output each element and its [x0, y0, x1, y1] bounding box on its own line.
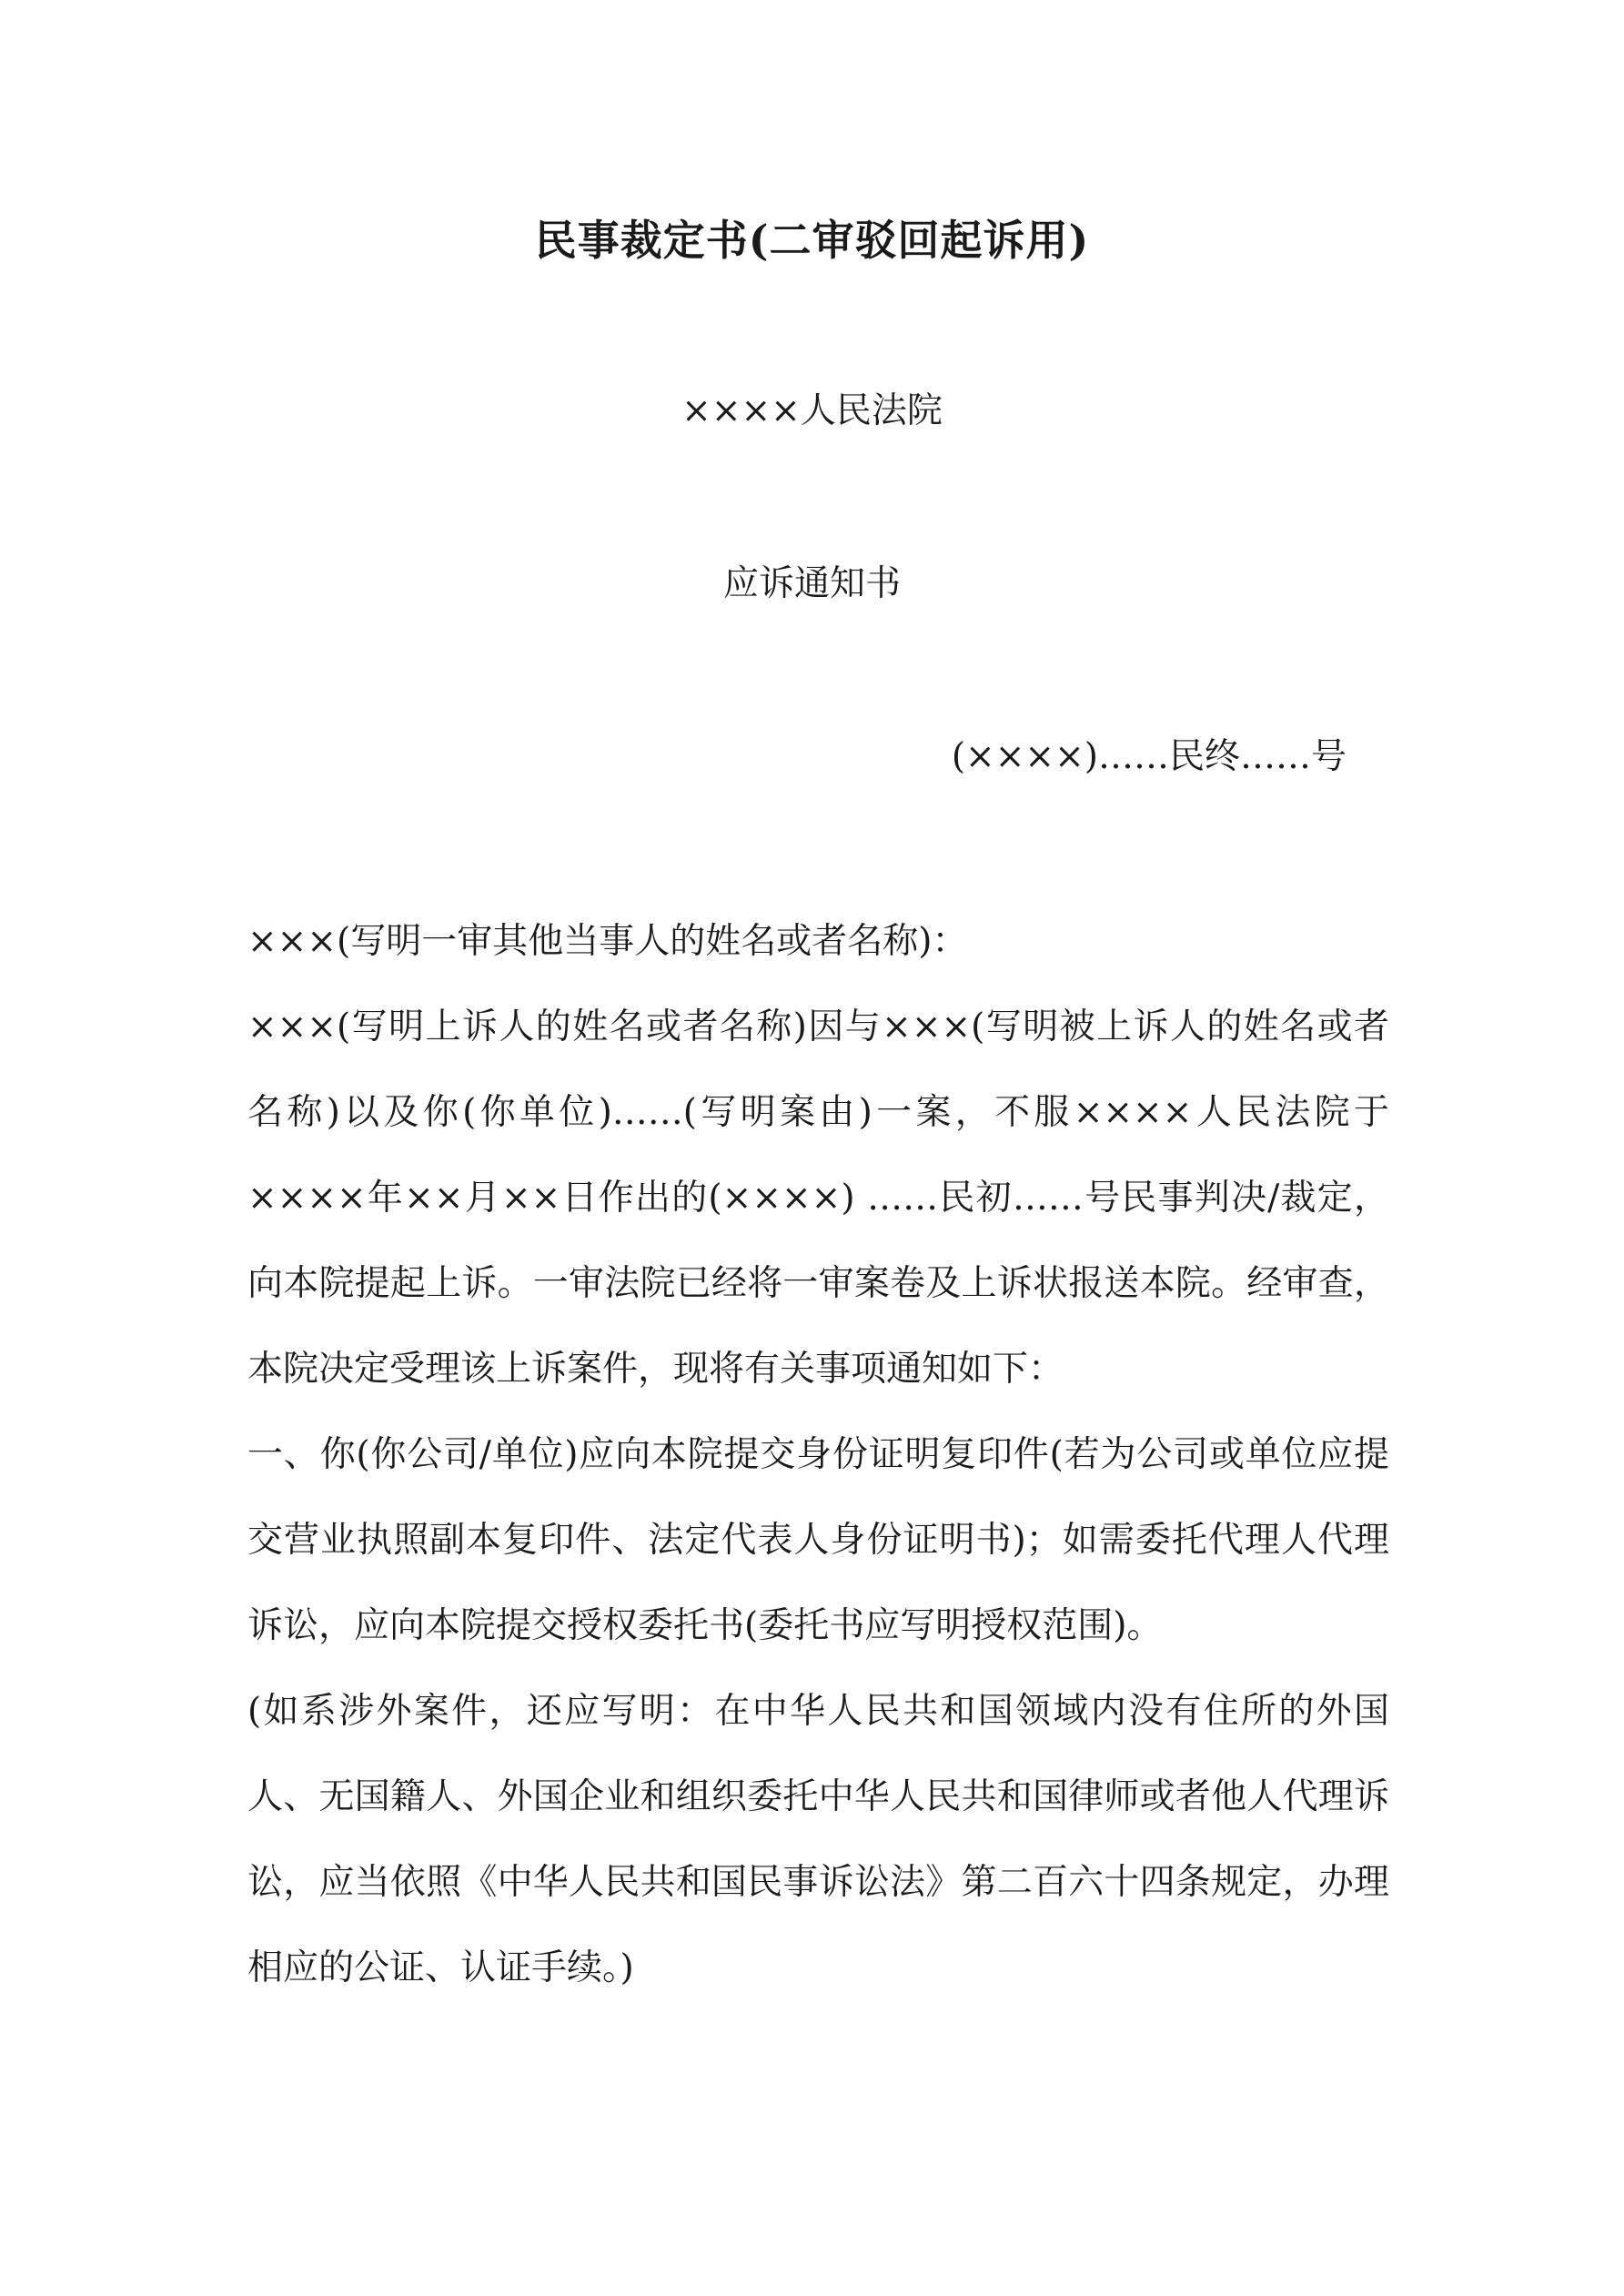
document-type: 应诉通知书: [722, 563, 901, 604]
item-1-note: (如系涉外案件，还应写明：在中华人民共和国领域内没有住所的外国人、无国籍人、外国企业和组织委托中华人民共和国律师或者他人代理诉讼，应当依照《中华人民共和国民事诉讼法》第二百六十四条规定，办理相应的公证、认证手续。): [247, 1691, 1389, 1988]
court-name: ××××人民法院: [681, 390, 943, 431]
document-body: [247, 899, 1389, 2011]
item-1: 一、你(你公司/单位)应向本院提交身份证明复印件(若为公司或单位应提交营业执照副本复印件、法定代表人身份证明书)；如需委托代理人代理诉讼，应向本院提交授权委托书(委托书应写明授权范围)。: [247, 1434, 1389, 1646]
case-number: (××××)……民终……号: [951, 736, 1347, 777]
salutation: ×××(写明一审其他当事人的姓名或者名称)：: [247, 921, 968, 962]
document-title: 民事裁定书(二审驳回起诉用): [534, 216, 1090, 265]
paragraph-1: ×××(写明上诉人的姓名或者名称)因与×××(写明被上诉人的姓名或者名称)以及你(你单位)……(写明案由)一案，不服××××人民法院于××××年××月××日作出的(××××) ……民初……号民事判决/裁定，向本院提起上诉。一审法院已经将一审案卷及上诉状报送本院。经审查，本院决定受理该上诉案件，现将有关事项通知如下：: [247, 1006, 1389, 1390]
